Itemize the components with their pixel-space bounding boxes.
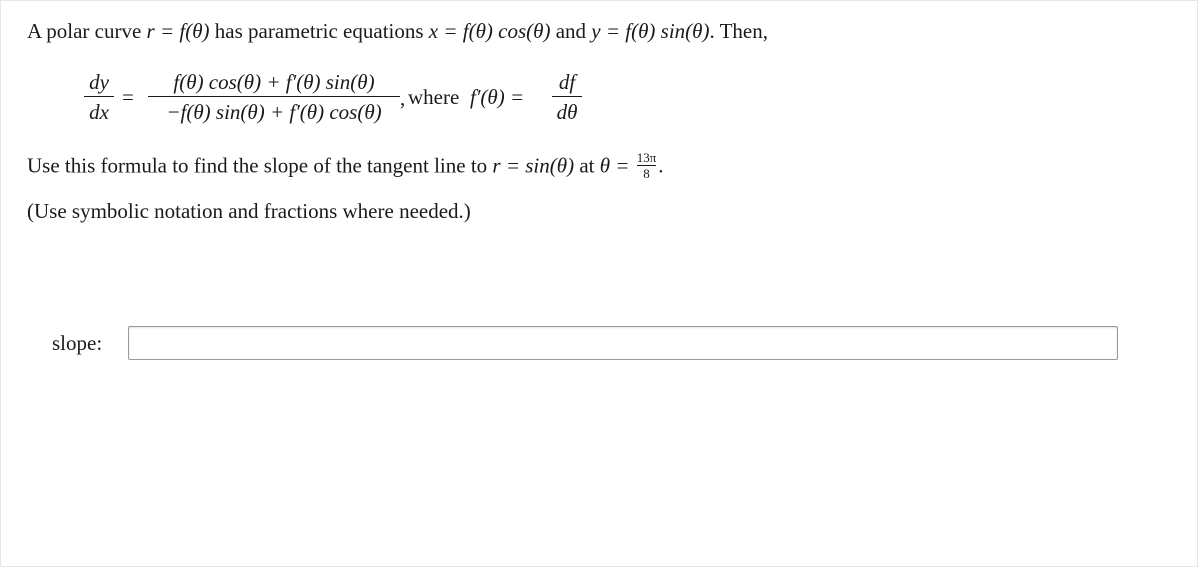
task-text-a: Use this formula to find the slope of the tangent line to bbox=[27, 153, 493, 178]
theta-numerator: 13π bbox=[636, 150, 657, 165]
theta-denominator: 8 bbox=[643, 166, 650, 181]
df-dtheta-fraction bbox=[552, 70, 582, 124]
df-numerator: df bbox=[558, 70, 576, 94]
f-prime-label: f′(θ) = bbox=[470, 85, 525, 109]
fraction-bar bbox=[552, 96, 582, 97]
formula-comma: , bbox=[400, 86, 406, 110]
fraction-bar bbox=[148, 96, 400, 97]
theta-value-fraction bbox=[637, 151, 657, 180]
slope-label: slope: bbox=[52, 331, 103, 355]
slope-formula-denominator: −f(θ) sin(θ) + f′(θ) cos(θ) bbox=[166, 100, 382, 124]
dx-denominator: dx bbox=[89, 100, 109, 124]
intro-text-a: A polar curve bbox=[27, 19, 147, 43]
task-line bbox=[27, 150, 664, 182]
slope-input[interactable] bbox=[128, 326, 1118, 360]
curve-equation: r = sin(θ) bbox=[492, 153, 575, 178]
x-parametric-equation: x = f(θ) cos(θ) bbox=[428, 19, 551, 43]
intro-text-c: and bbox=[550, 19, 592, 43]
dtheta-denominator: dθ bbox=[556, 100, 578, 124]
polar-curve-equation: r = f(θ) bbox=[146, 19, 210, 43]
theta-equals: θ = bbox=[599, 153, 630, 178]
fraction-bar bbox=[84, 96, 114, 97]
intro-text-b: has parametric equations bbox=[209, 19, 429, 43]
slope-formula-numerator: f(θ) cos(θ) + f′(θ) sin(θ) bbox=[173, 70, 375, 94]
instruction-note: (Use symbolic notation and fractions where needed.) bbox=[27, 199, 471, 223]
task-period: . bbox=[658, 153, 664, 178]
dy-numerator: dy bbox=[89, 70, 109, 94]
where-text: where bbox=[408, 85, 460, 109]
y-parametric-equation: y = f(θ) sin(θ) bbox=[591, 19, 710, 43]
equals-sign: = bbox=[122, 85, 134, 109]
intro-text-d: . Then, bbox=[709, 19, 769, 43]
slope-formula-fraction bbox=[148, 70, 400, 124]
intro-line bbox=[27, 19, 768, 44]
dy-dx-fraction bbox=[84, 70, 114, 124]
task-text-b: at bbox=[574, 153, 600, 178]
